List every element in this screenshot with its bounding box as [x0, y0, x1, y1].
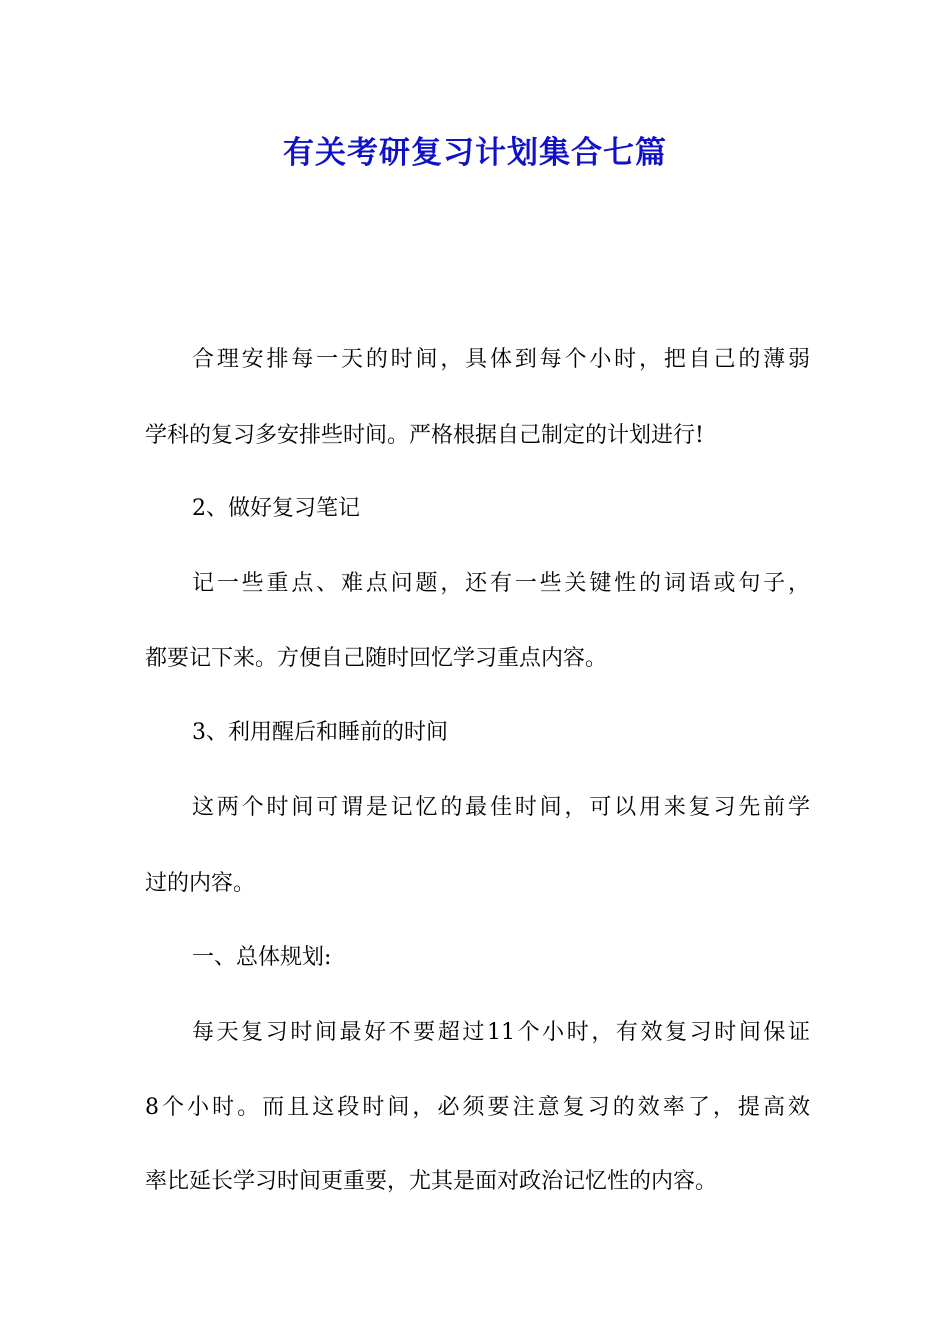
- section-heading: 2、做好复习笔记: [192, 496, 360, 521]
- paragraph-line: 记一些重点、难点问题，还有一些关键性的词语或句子，: [192, 571, 810, 596]
- paragraph-line: 8个小时。而且这段时间，必须要注意复习的效率了，提高效: [145, 1095, 810, 1120]
- section-heading: 一、总体规划:: [192, 945, 332, 970]
- paragraph-line: 都要记下来。方便自己随时回忆学习重点内容。: [145, 646, 608, 671]
- paragraph-line: 率比延长学习时间更重要，尤其是面对政治记忆性的内容。: [145, 1169, 718, 1194]
- paragraph-line: 过的内容。: [145, 871, 256, 896]
- paragraph-line: 合理安排每一天的时间，具体到每个小时，把自己的薄弱: [192, 347, 810, 372]
- section-heading: 3、利用醒后和睡前的时间: [192, 720, 448, 745]
- paragraph-line: 这两个时间可谓是记忆的最佳时间，可以用来复习先前学: [192, 795, 810, 820]
- paragraph-line: 学科的复习多安排些时间。严格根据自己制定的计划进行!: [145, 423, 704, 448]
- paragraph-line: 每天复习时间最好不要超过11个小时，有效复习时间保证: [192, 1020, 810, 1045]
- document-title: 有关考研复习计划集合七篇: [283, 135, 667, 171]
